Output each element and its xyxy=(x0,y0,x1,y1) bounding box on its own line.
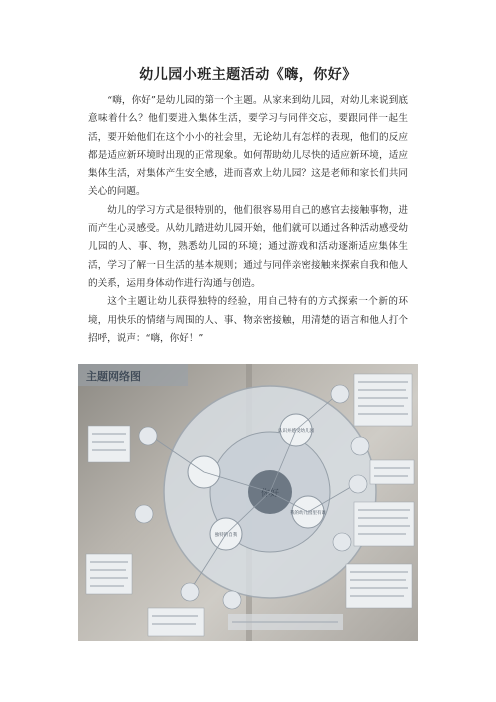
node-label-1: 认识并感受幼儿园 xyxy=(278,429,314,434)
center-node-label: 你好 xyxy=(260,489,280,499)
photo-header: 主题网络图 xyxy=(86,370,141,383)
paragraph-3: 这个主题让幼儿获得独特的经验，用自己特有的方式探索一个新的环境，用快乐的情绪与周围的人、事、物亲密接触，用清楚的语言和他人打个招呼，说声：“嗨，你好！” xyxy=(88,296,408,344)
photo-drawing xyxy=(78,364,418,641)
theme-network-photo xyxy=(78,364,418,641)
paragraph-1: “嗨，你好”是幼儿园的第一个主题。从家来到幼儿园，对幼儿来说到底意味着什么？他们要进入集体生活，要学习与同伴交忘，要跟同伴一起生活，要开始他们在这个小小的社会里，无论幼儿有怎样的表现，他们的反应都是适应新环境时出现的正常现象。如何帮助幼儿尽快的适应新环境，适应集体生活，对集体产生安全感，进而喜欢上幼儿园？这是老师和家长们共同关心的问题。 xyxy=(88,95,408,198)
node-label-3: 独特的自我 xyxy=(214,533,238,538)
page-title: 幼儿园小班主题活动《嗨，你好》 xyxy=(139,67,357,83)
paragraph-2: 幼儿的学习方式是很特别的，他们很容易用自己的感官去接触事物，进而产生心灵感受。从幼儿踏进幼儿园开始，他们就可以通过各种活动感受幼儿园的人、事、物，熟悉幼儿园的环境；通过游戏和活动逐渐适应集体生活，学习了解一日生活的基本规则；通过与同伴亲密接触来探索自我和他人的关系，运用身体动作进行沟通与创造。 xyxy=(88,204,408,289)
node-label-2: 我的幼儿园里有谁 xyxy=(290,511,326,516)
article-body xyxy=(88,92,408,348)
